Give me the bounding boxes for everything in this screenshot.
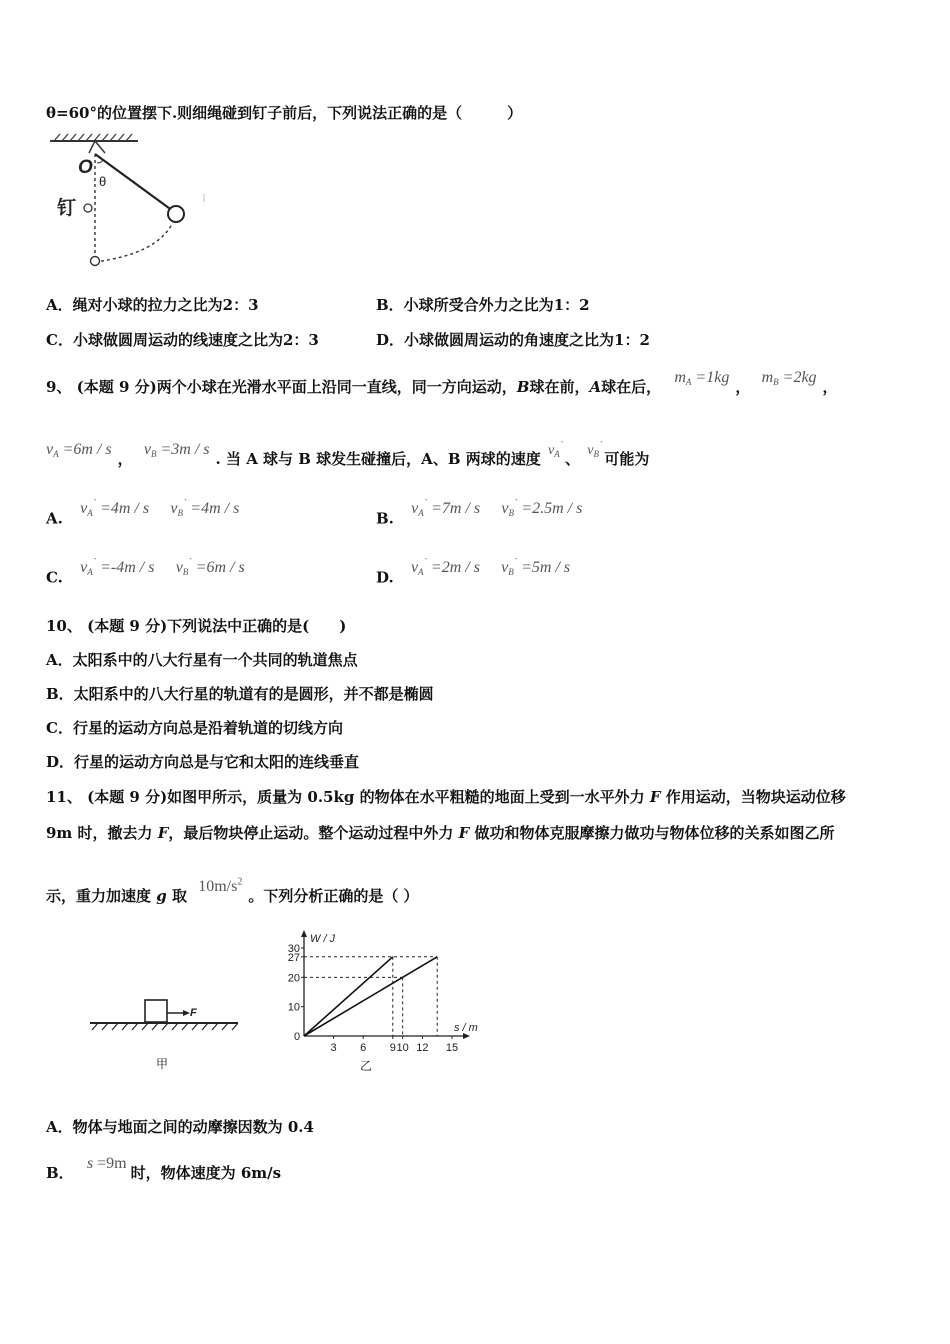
figure-yi-chart bbox=[280, 928, 480, 1073]
q10-option-b: B．太阳系中的八大行星的轨道有的是圆形，并不都是椭圆 bbox=[46, 685, 434, 703]
y-axis-label: W / J bbox=[310, 933, 336, 945]
q10-option-a: A．太阳系中的八大行星有一个共同的轨道焦点 bbox=[46, 651, 358, 669]
q8-option-b: B．小球所受合外力之比为1：2 bbox=[376, 296, 590, 314]
q8-stem: θ=60°的位置摆下.则细绳碰到钉子前后，下列说法正确的是（ ） bbox=[46, 104, 523, 122]
q8-option-d: D．小球做圆周运动的角速度之比为1：2 bbox=[376, 331, 650, 349]
series-line-1 bbox=[304, 957, 393, 1036]
q10-option-d: D．行星的运动方向总是与它和太阳的连线垂直 bbox=[46, 753, 360, 771]
x-tick-label: 6 bbox=[360, 1042, 367, 1054]
x-axis-label: s / m bbox=[454, 1022, 478, 1034]
figure-jia-caption: 甲 bbox=[156, 1057, 169, 1071]
q9-stem: 9、 (本题 9 分)两个小球在光滑水平面上沿同一直线，同一方向运动，B球在前，A球在后， $m_A =1kg$， $m_B =2kg$， bbox=[46, 369, 838, 396]
q11-stem-line2: 9m 时，撤去力 F，最后物块停止运动。整个运动过程中外力 F 做功和物体克服摩擦力做功与物体位移的关系如图乙所 bbox=[46, 824, 835, 842]
q8-option-a: A．绳对小球的拉力之比为2：3 bbox=[46, 296, 259, 314]
q11-option-a: A．物体与地面之间的动摩擦因数为 0.4 bbox=[46, 1118, 314, 1136]
pendulum-o-label: O bbox=[78, 157, 93, 178]
q10-option-c: C．行星的运动方向总是沿着轨道的切线方向 bbox=[46, 719, 343, 737]
q9-mass-a: $m_A =1kg$ bbox=[674, 369, 730, 387]
q9-option-a: A. $v_A^` =4m / s$ $v_B^` =4m / s$ bbox=[46, 499, 240, 528]
q9-vprime-b: $v_B^`$ bbox=[587, 440, 603, 459]
figure-jia bbox=[86, 990, 246, 1080]
y-axis-arrow bbox=[301, 930, 307, 937]
q9-velocity-a: $v_A =6m / s$ bbox=[46, 441, 112, 459]
pendulum-nail-label: 钉 bbox=[57, 198, 77, 219]
x-tick-label: 15 bbox=[445, 1042, 459, 1054]
q9-option-c: C. $v_A^` =-4m / s$ $v_B^` =6m / s$ bbox=[46, 558, 245, 587]
y-tick-label: 30 bbox=[287, 943, 300, 955]
q9-velocity-b: $v_B =3m / s$ bbox=[143, 441, 210, 459]
y-tick-label: 20 bbox=[287, 972, 300, 985]
q11-option-b: B． s =9m时，物体速度为 6m/s bbox=[46, 1155, 282, 1182]
q9-option-b: B. $v_A^` =7m / s$ $v_B^` =2.5m / s$ bbox=[376, 499, 583, 528]
x-tick-label: 10 bbox=[396, 1042, 409, 1054]
q10-stem: 10、 (本题 9 分)下列说法中正确的是( ) bbox=[46, 617, 347, 635]
x-tick-label: 3 bbox=[330, 1042, 337, 1054]
origin-label: 0 bbox=[294, 1031, 301, 1043]
q11-stem-line1: 11、 (本题 9 分)如图甲所示，质量为 0.5kg 的物体在水平粗糙的地面上受到一水平外力 F 作用运动，当物块运动位移 bbox=[46, 788, 846, 806]
force-f-label: F bbox=[190, 1007, 197, 1019]
q9-option-d: D. $v_A^` =2m / s$ $v_B^` =5m / s$ bbox=[376, 558, 571, 587]
x-tick-label: 9 bbox=[389, 1042, 396, 1054]
pendulum-theta-label: θ bbox=[99, 174, 107, 189]
pendulum-figure bbox=[46, 132, 216, 272]
figure-yi-caption: 乙 bbox=[360, 1059, 373, 1073]
series-line-2 bbox=[304, 957, 437, 1036]
q11-stem-line3: 示，重力加速度 g 取 $10m/s^2$。下列分析正确的是（ ） bbox=[46, 876, 419, 905]
q8-option-c: C．小球做圆周运动的线速度之比为2：3 bbox=[46, 331, 319, 349]
q9-mass-b: $m_B =2kg$ bbox=[761, 369, 817, 387]
q9-vprime-a: $v_A^`$ bbox=[547, 440, 564, 459]
q9-stem-line2: $v_A =6m / s$， $v_B =3m / s$. 当 A 球与 B 球发生碰撞后，A、B 两球的速度 $v_A^`$、 $v_B^`$可能为 bbox=[46, 440, 650, 468]
y-tick-label: 10 bbox=[287, 1001, 300, 1014]
y-tick-label: 27 bbox=[287, 951, 300, 964]
block bbox=[145, 1000, 167, 1022]
q11-g-value: $10m/s^2$ bbox=[198, 876, 243, 895]
q11-option-b-math: s =9m bbox=[86, 1155, 127, 1172]
x-tick-label: 12 bbox=[416, 1042, 429, 1054]
